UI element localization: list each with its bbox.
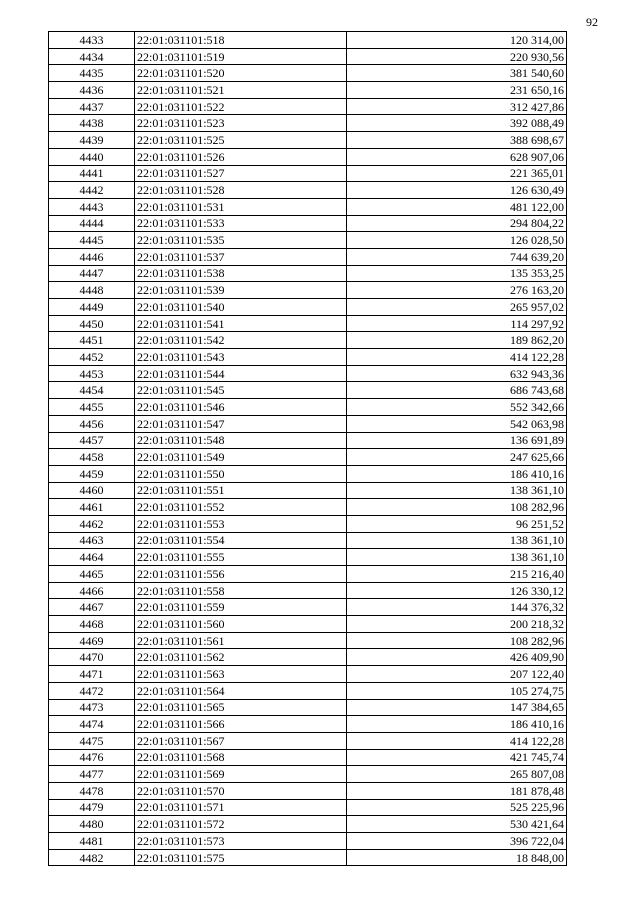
table-row [49, 415, 567, 432]
value-cell: 138 361,10 [347, 549, 567, 566]
row-number-cell: 4463 [49, 532, 135, 549]
value-cell: 135 353,25 [347, 265, 567, 282]
cadastral-number-cell: 22:01:031101:540 [135, 299, 347, 316]
value-cell: 265 957,02 [347, 299, 567, 316]
table-row [49, 215, 567, 232]
table-row [49, 599, 567, 616]
row-number-cell: 4448 [49, 282, 135, 299]
value-cell: 388 698,67 [347, 132, 567, 149]
value-cell: 312 427,86 [347, 98, 567, 115]
table-row [49, 499, 567, 516]
value-cell: 200 218,32 [347, 616, 567, 633]
value-cell: 215 216,40 [347, 566, 567, 583]
value-cell: 18 848,00 [347, 849, 567, 866]
cadastral-number-cell: 22:01:031101:552 [135, 499, 347, 516]
row-number-cell: 4437 [49, 98, 135, 115]
row-number-cell: 4440 [49, 148, 135, 165]
cadastral-number-cell: 22:01:031101:543 [135, 349, 347, 366]
cadastral-value-table [48, 31, 567, 866]
row-number-cell: 4472 [49, 682, 135, 699]
value-cell: 189 862,20 [347, 332, 567, 349]
cadastral-number-cell: 22:01:031101:550 [135, 465, 347, 482]
row-number-cell: 4445 [49, 232, 135, 249]
row-number-cell: 4453 [49, 365, 135, 382]
row-number-cell: 4446 [49, 248, 135, 265]
value-cell: 396 722,04 [347, 833, 567, 850]
cadastral-number-cell: 22:01:031101:553 [135, 515, 347, 532]
table-row [49, 382, 567, 399]
value-cell: 138 361,10 [347, 482, 567, 499]
value-cell: 147 384,65 [347, 699, 567, 716]
value-cell: 108 282,96 [347, 499, 567, 516]
value-cell: 126 330,12 [347, 582, 567, 599]
table-row [49, 515, 567, 532]
cadastral-number-cell: 22:01:031101:520 [135, 65, 347, 82]
cadastral-number-cell: 22:01:031101:533 [135, 215, 347, 232]
value-cell: 186 410,16 [347, 716, 567, 733]
row-number-cell: 4436 [49, 82, 135, 99]
cadastral-number-cell: 22:01:031101:525 [135, 132, 347, 149]
table-row [49, 699, 567, 716]
table-row [49, 132, 567, 149]
cadastral-number-cell: 22:01:031101:547 [135, 415, 347, 432]
cadastral-number-cell: 22:01:031101:554 [135, 532, 347, 549]
row-number-cell: 4461 [49, 499, 135, 516]
row-number-cell: 4465 [49, 566, 135, 583]
value-cell: 220 930,56 [347, 48, 567, 65]
row-number-cell: 4456 [49, 415, 135, 432]
table-body [49, 32, 567, 866]
table-row [49, 666, 567, 683]
cadastral-number-cell: 22:01:031101:569 [135, 766, 347, 783]
row-number-cell: 4455 [49, 399, 135, 416]
table-row [49, 566, 567, 583]
row-number-cell: 4468 [49, 616, 135, 633]
value-cell: 294 804,22 [347, 215, 567, 232]
cadastral-number-cell: 22:01:031101:518 [135, 32, 347, 49]
table-row [49, 482, 567, 499]
value-cell: 114 297,92 [347, 315, 567, 332]
row-number-cell: 4481 [49, 833, 135, 850]
table-row [49, 432, 567, 449]
value-cell: 530 421,64 [347, 816, 567, 833]
row-number-cell: 4460 [49, 482, 135, 499]
value-cell: 108 282,96 [347, 632, 567, 649]
table-row [49, 582, 567, 599]
cadastral-number-cell: 22:01:031101:565 [135, 699, 347, 716]
value-cell: 265 807,08 [347, 766, 567, 783]
row-number-cell: 4470 [49, 649, 135, 666]
row-number-cell: 4434 [49, 48, 135, 65]
table-row [49, 365, 567, 382]
value-cell: 276 163,20 [347, 282, 567, 299]
value-cell: 231 650,16 [347, 82, 567, 99]
cadastral-number-cell: 22:01:031101:546 [135, 399, 347, 416]
cadastral-number-cell: 22:01:031101:528 [135, 182, 347, 199]
row-number-cell: 4477 [49, 766, 135, 783]
cadastral-number-cell: 22:01:031101:544 [135, 365, 347, 382]
table-row [49, 299, 567, 316]
row-number-cell: 4459 [49, 465, 135, 482]
row-number-cell: 4454 [49, 382, 135, 399]
row-number-cell: 4438 [49, 115, 135, 132]
value-cell: 686 743,68 [347, 382, 567, 399]
row-number-cell: 4449 [49, 299, 135, 316]
value-cell: 247 625,66 [347, 449, 567, 466]
cadastral-number-cell: 22:01:031101:531 [135, 198, 347, 215]
table-row [49, 115, 567, 132]
row-number-cell: 4467 [49, 599, 135, 616]
table-row [49, 332, 567, 349]
row-number-cell: 4450 [49, 315, 135, 332]
row-number-cell: 4442 [49, 182, 135, 199]
row-number-cell: 4471 [49, 666, 135, 683]
cadastral-number-cell: 22:01:031101:560 [135, 616, 347, 633]
cadastral-number-cell: 22:01:031101:570 [135, 782, 347, 799]
table-row [49, 182, 567, 199]
cadastral-number-cell: 22:01:031101:519 [135, 48, 347, 65]
cadastral-number-cell: 22:01:031101:538 [135, 265, 347, 282]
row-number-cell: 4473 [49, 699, 135, 716]
row-number-cell: 4478 [49, 782, 135, 799]
cadastral-number-cell: 22:01:031101:548 [135, 432, 347, 449]
table-row [49, 32, 567, 49]
value-cell: 221 365,01 [347, 165, 567, 182]
table-row [49, 98, 567, 115]
cadastral-number-cell: 22:01:031101:566 [135, 716, 347, 733]
cadastral-number-cell: 22:01:031101:542 [135, 332, 347, 349]
table-row [49, 399, 567, 416]
table-row [49, 732, 567, 749]
cadastral-number-cell: 22:01:031101:523 [135, 115, 347, 132]
cadastral-number-cell: 22:01:031101:558 [135, 582, 347, 599]
row-number-cell: 4441 [49, 165, 135, 182]
table-row [49, 48, 567, 65]
cadastral-number-cell: 22:01:031101:562 [135, 649, 347, 666]
value-cell: 381 540,60 [347, 65, 567, 82]
row-number-cell: 4451 [49, 332, 135, 349]
cadastral-number-cell: 22:01:031101:555 [135, 549, 347, 566]
row-number-cell: 4452 [49, 349, 135, 366]
row-number-cell: 4482 [49, 849, 135, 866]
row-number-cell: 4466 [49, 582, 135, 599]
cadastral-number-cell: 22:01:031101:568 [135, 749, 347, 766]
row-number-cell: 4480 [49, 816, 135, 833]
row-number-cell: 4464 [49, 549, 135, 566]
row-number-cell: 4458 [49, 449, 135, 466]
row-number-cell: 4475 [49, 732, 135, 749]
table-row [49, 782, 567, 799]
row-number-cell: 4447 [49, 265, 135, 282]
row-number-cell: 4469 [49, 632, 135, 649]
row-number-cell: 4433 [49, 32, 135, 49]
row-number-cell: 4457 [49, 432, 135, 449]
value-cell: 525 225,96 [347, 799, 567, 816]
value-cell: 138 361,10 [347, 532, 567, 549]
cadastral-number-cell: 22:01:031101:551 [135, 482, 347, 499]
cadastral-number-cell: 22:01:031101:539 [135, 282, 347, 299]
cadastral-number-cell: 22:01:031101:556 [135, 566, 347, 583]
table-row [49, 265, 567, 282]
table-row [49, 766, 567, 783]
value-cell: 744 639,20 [347, 248, 567, 265]
value-cell: 414 122,28 [347, 349, 567, 366]
table-row [49, 749, 567, 766]
value-cell: 144 376,32 [347, 599, 567, 616]
row-number-cell: 4474 [49, 716, 135, 733]
table-row [49, 849, 567, 866]
value-cell: 414 122,28 [347, 732, 567, 749]
cadastral-number-cell: 22:01:031101:572 [135, 816, 347, 833]
value-cell: 120 314,00 [347, 32, 567, 49]
value-cell: 126 630,49 [347, 182, 567, 199]
cadastral-number-cell: 22:01:031101:537 [135, 248, 347, 265]
table-row [49, 816, 567, 833]
row-number-cell: 4462 [49, 515, 135, 532]
cadastral-number-cell: 22:01:031101:575 [135, 849, 347, 866]
value-cell: 181 878,48 [347, 782, 567, 799]
table-row [49, 632, 567, 649]
table-row [49, 532, 567, 549]
cadastral-number-cell: 22:01:031101:563 [135, 666, 347, 683]
value-cell: 628 907,06 [347, 148, 567, 165]
value-cell: 186 410,16 [347, 465, 567, 482]
cadastral-number-cell: 22:01:031101:564 [135, 682, 347, 699]
table-row [49, 248, 567, 265]
value-cell: 552 342,66 [347, 399, 567, 416]
cadastral-number-cell: 22:01:031101:526 [135, 148, 347, 165]
cadastral-number-cell: 22:01:031101:561 [135, 632, 347, 649]
cadastral-number-cell: 22:01:031101:535 [135, 232, 347, 249]
table-row [49, 349, 567, 366]
table-row [49, 165, 567, 182]
page-number: 92 [586, 15, 598, 29]
table-row [49, 682, 567, 699]
cadastral-number-cell: 22:01:031101:541 [135, 315, 347, 332]
value-cell: 207 122,40 [347, 666, 567, 683]
value-cell: 542 063,98 [347, 415, 567, 432]
table-row [49, 282, 567, 299]
table-row [49, 232, 567, 249]
value-cell: 126 028,50 [347, 232, 567, 249]
row-number-cell: 4444 [49, 215, 135, 232]
cadastral-number-cell: 22:01:031101:571 [135, 799, 347, 816]
table-row [49, 198, 567, 215]
table-row [49, 833, 567, 850]
value-cell: 96 251,52 [347, 515, 567, 532]
table-row [49, 716, 567, 733]
row-number-cell: 4439 [49, 132, 135, 149]
cadastral-number-cell: 22:01:031101:527 [135, 165, 347, 182]
table-row [49, 799, 567, 816]
cadastral-number-cell: 22:01:031101:573 [135, 833, 347, 850]
value-cell: 426 409,90 [347, 649, 567, 666]
row-number-cell: 4435 [49, 65, 135, 82]
row-number-cell: 4443 [49, 198, 135, 215]
value-cell: 105 274,75 [347, 682, 567, 699]
table-row [49, 616, 567, 633]
cadastral-number-cell: 22:01:031101:567 [135, 732, 347, 749]
value-cell: 136 691,89 [347, 432, 567, 449]
table-row [49, 465, 567, 482]
cadastral-number-cell: 22:01:031101:549 [135, 449, 347, 466]
cadastral-number-cell: 22:01:031101:521 [135, 82, 347, 99]
cadastral-number-cell: 22:01:031101:545 [135, 382, 347, 399]
table-row [49, 65, 567, 82]
table-row [49, 148, 567, 165]
table-row [49, 82, 567, 99]
value-cell: 392 088,49 [347, 115, 567, 132]
row-number-cell: 4479 [49, 799, 135, 816]
cadastral-number-cell: 22:01:031101:522 [135, 98, 347, 115]
value-cell: 421 745,74 [347, 749, 567, 766]
row-number-cell: 4476 [49, 749, 135, 766]
table-row [49, 315, 567, 332]
table-row [49, 549, 567, 566]
value-cell: 632 943,36 [347, 365, 567, 382]
value-cell: 481 122,00 [347, 198, 567, 215]
table-row [49, 449, 567, 466]
cadastral-number-cell: 22:01:031101:559 [135, 599, 347, 616]
table-row [49, 649, 567, 666]
